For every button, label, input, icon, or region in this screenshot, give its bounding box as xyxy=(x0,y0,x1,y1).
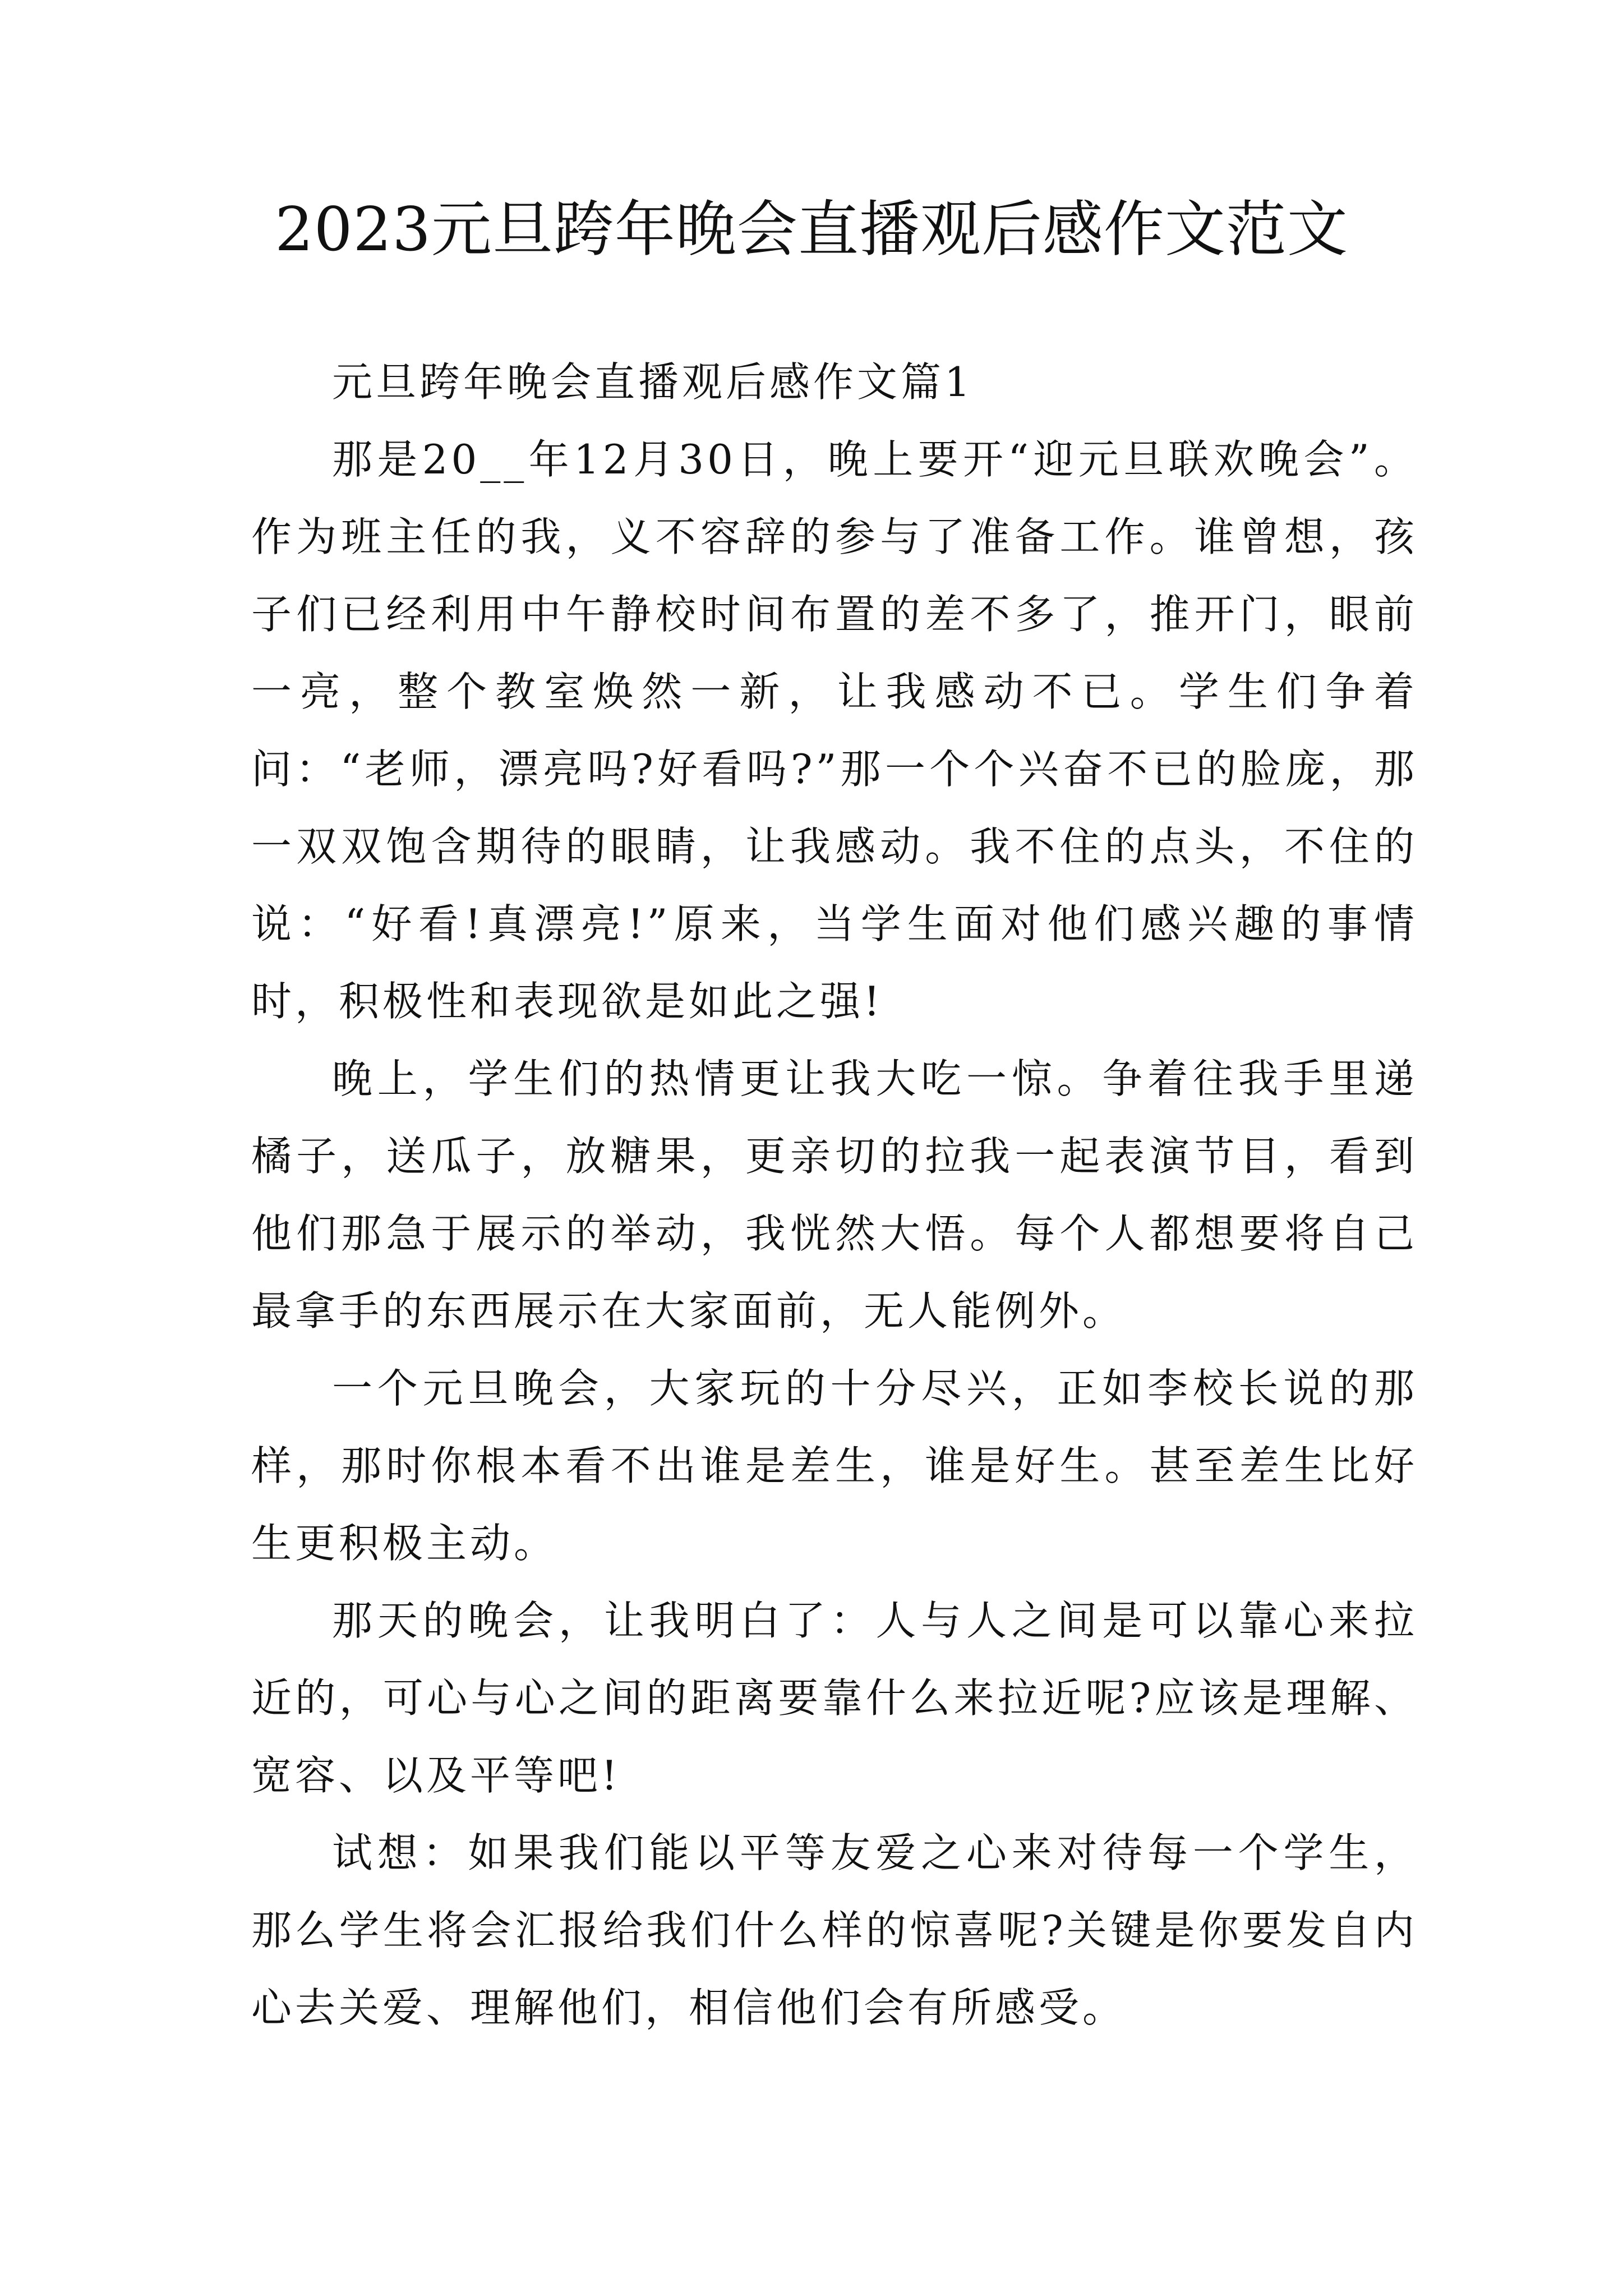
section-heading: 元旦跨年晚会直播观后感作文篇1 xyxy=(332,358,974,406)
paragraph: 一个元旦晚会，大家玩的十分尽兴，正如李校长说的那样，那时你根本看不出谁是差生，谁是好生。甚至差生比好生更积极主动。 xyxy=(251,1365,1418,1567)
paragraph: 那天的晚会，让我明白了：人与人之间是可以靠心来拉近的，可心与心之间的距离要靠什么来拉近呢?应该是理解、宽容、以及平等吧! xyxy=(251,1597,1418,1799)
paragraph: 那是20__年12月30日，晚上要开“迎元旦联欢晚会”。作为班主任的我，义不容辞的参与了准备工作。谁曾想，孩子们已经利用中午静校时间布置的差不多了，推开门，眼前一亮，整个教室焕然一新，让我感动不已。学生们争着问：“老师，漂亮吗?好看吗?”那一个个兴奋不已的脸庞，那一双双饱含期待的眼睛，让我感动。我不住的点头，不住的说：“好看!真漂亮!”原来，当学生面对他们感兴趣的事情时，积极性和表现欲是如此之强! xyxy=(251,436,1418,1025)
document-body xyxy=(251,343,1418,2046)
document-title: 2023元旦跨年晚会直播观后感作文范文 xyxy=(275,195,1348,265)
paragraph: 晚上，学生们的热情更让我大吃一惊。争着往我手里递橘子，送瓜子，放糖果，更亲切的拉我一起表演节目，看到他们那急于展示的举动，我恍然大悟。每个人都想要将自己最拿手的东西展示在大家面前，无人能例外。 xyxy=(251,1055,1418,1335)
paragraph: 试想：如果我们能以平等友爱之心来对待每一个学生，那么学生将会汇报给我们什么样的惊喜呢?关键是你要发自内心去关爱、理解他们，相信他们会有所感受。 xyxy=(251,1829,1418,2031)
